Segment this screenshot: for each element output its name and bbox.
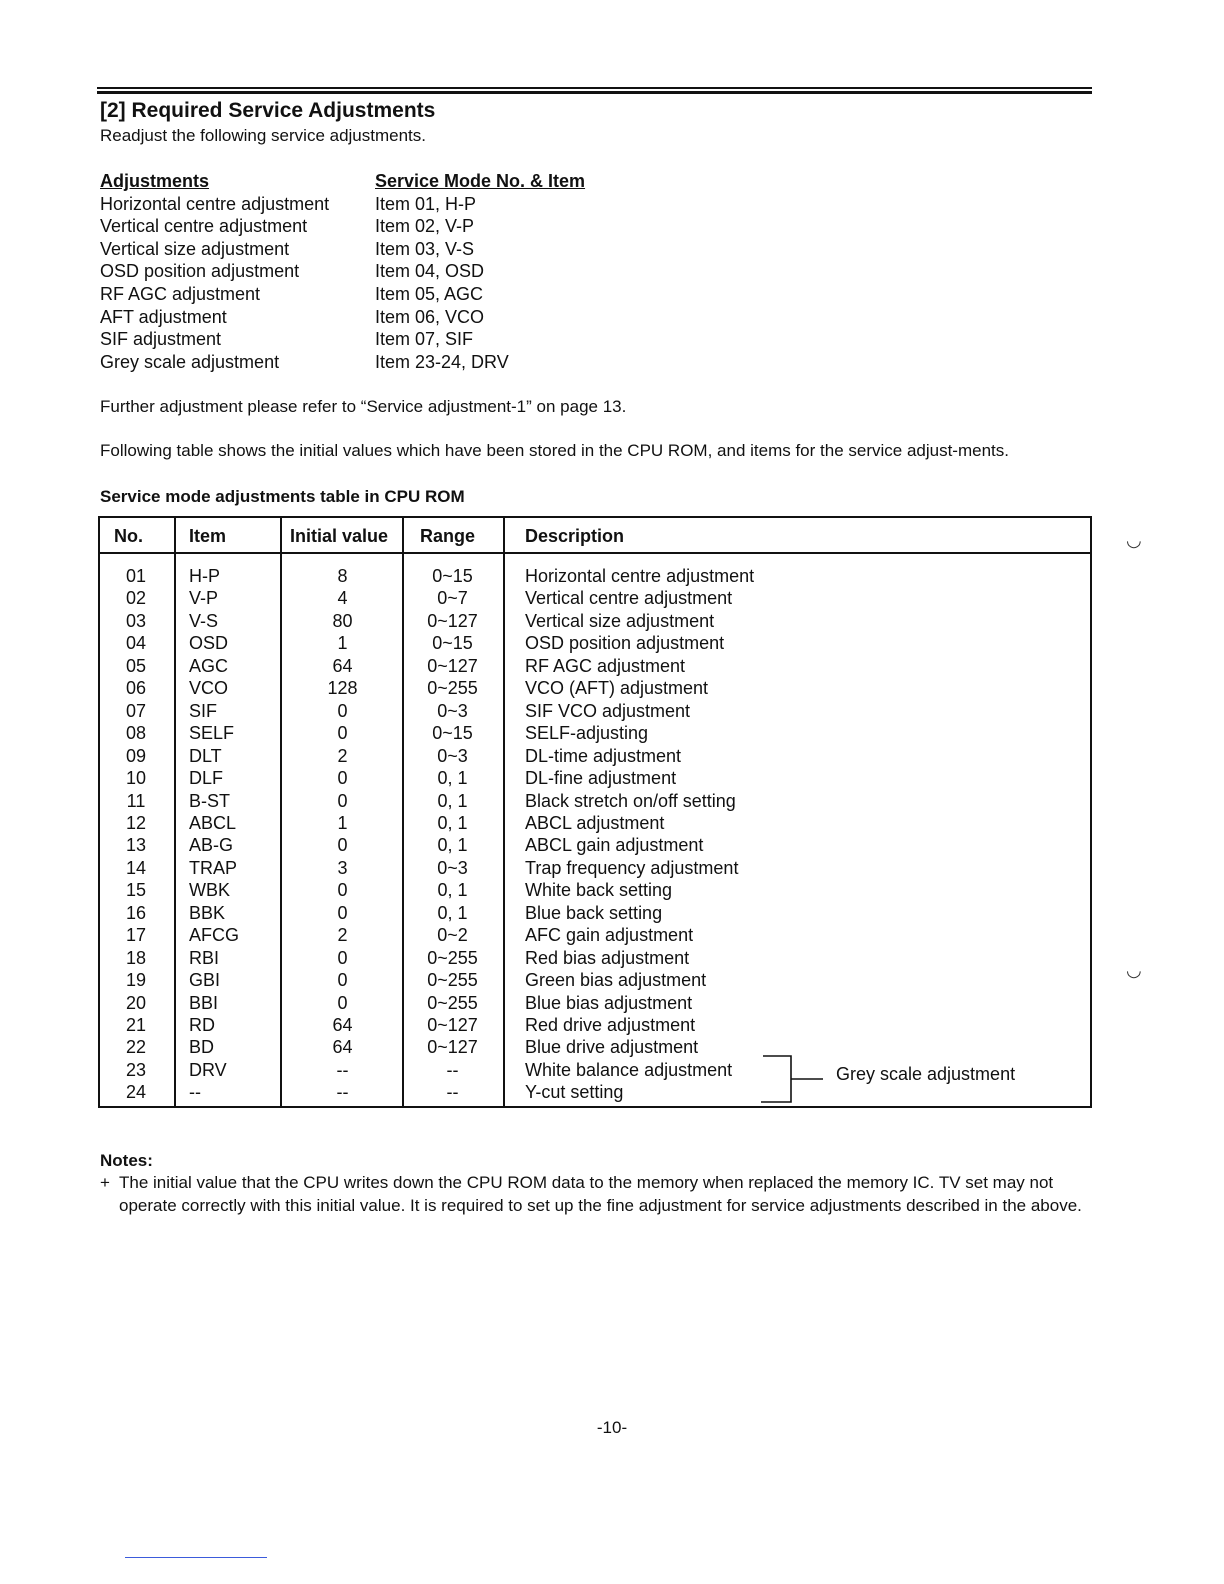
- cell-range: 0, 1: [437, 768, 468, 789]
- cell-range: 0, 1: [437, 880, 468, 901]
- cell-no: 04: [125, 633, 147, 654]
- cell-item: RBI: [189, 947, 220, 968]
- cell-initial: 0: [337, 768, 348, 789]
- cell-item: SIF: [189, 700, 218, 721]
- cell-description: Blue bias adjustment: [525, 992, 693, 1013]
- cell-range: 0, 1: [437, 835, 468, 856]
- cell-range: 0~3: [437, 857, 468, 878]
- cell-initial: 4: [337, 588, 348, 609]
- cell-no: 14: [125, 857, 147, 878]
- cell-no: 15: [125, 880, 147, 901]
- cell-description: Blue back setting: [525, 902, 663, 923]
- cell-no: 12: [125, 812, 147, 833]
- cell-item: ABCL: [189, 812, 237, 833]
- header-description: Description: [525, 526, 625, 546]
- cell-no: 09: [125, 745, 147, 766]
- cell-range: 0, 1: [437, 812, 468, 833]
- service-mode-header: Service Mode No. & Item: [375, 171, 586, 191]
- cell-initial: 0: [337, 992, 348, 1013]
- cell-no: 19: [125, 970, 147, 991]
- header-range: Range: [420, 526, 476, 546]
- cell-no: 01: [125, 566, 147, 586]
- cell-no: 08: [125, 723, 147, 744]
- cell-item: AFCG: [189, 925, 240, 946]
- cell-range: 0~15: [432, 633, 473, 654]
- cell-initial: 0: [337, 902, 348, 923]
- cell-description: OSD position adjustment: [525, 633, 725, 654]
- cell-no: 21: [125, 1015, 147, 1035]
- cell-range: 0~255: [427, 970, 478, 991]
- cell-no: 06: [125, 678, 147, 699]
- cell-item: RD: [189, 1015, 215, 1035]
- cell-description: RF AGC adjustment: [525, 655, 686, 676]
- cell-range: 0~127: [427, 655, 478, 676]
- cell-no: 10: [125, 768, 147, 789]
- cell-description: Y-cut setting: [525, 1082, 624, 1103]
- table-title: Service mode adjustments table in CPU ROM: [100, 487, 465, 506]
- cell-initial: 0: [337, 790, 348, 811]
- cell-no: 23: [125, 1059, 147, 1080]
- cell-initial: 0: [337, 947, 348, 968]
- column-divider: [174, 518, 176, 1106]
- cell-range: 0~3: [437, 700, 468, 721]
- cell-range: 0~3: [437, 745, 468, 766]
- cell-item: SELF: [189, 723, 235, 744]
- cell-no: 16: [125, 902, 147, 923]
- header-divider: [100, 552, 1090, 554]
- cell-range: 0~255: [427, 992, 478, 1013]
- cell-no: 17: [125, 925, 147, 946]
- cell-description: DL-time adjustment: [525, 745, 682, 766]
- cell-item: BD: [189, 1037, 215, 1058]
- adjustment-name: Grey scale adjustment: [100, 351, 280, 372]
- header-item: Item: [189, 526, 227, 546]
- top-rule: [97, 87, 1092, 89]
- adjustment-item: Item 06, VCO: [375, 306, 485, 327]
- service-mode-column: [375, 170, 585, 373]
- following-paragraph: Following table shows the initial values which have been stored in the CPU ROM, and items for the service adjust-ments.: [100, 441, 1009, 460]
- adjustment-name: SIF adjustment: [100, 329, 222, 350]
- cell-initial: 0: [337, 835, 348, 856]
- scan-mark: ◡: [1126, 960, 1142, 980]
- cell-description: ABCL gain adjustment: [525, 835, 704, 856]
- grey-scale-bracket-icon: [755, 1038, 825, 1106]
- cell-description: SIF VCO adjustment: [525, 700, 691, 721]
- adjustment-item: Item 01, H-P: [375, 193, 477, 214]
- cell-no: 11: [126, 790, 146, 811]
- section-intro: Readjust the following service adjustments.: [100, 126, 426, 145]
- cell-item: TRAP: [189, 857, 238, 878]
- scan-artifact-line: [125, 1557, 267, 1558]
- cell-initial: 0: [337, 700, 348, 721]
- cell-item: VCO: [189, 678, 229, 699]
- adjustment-item: Item 04, OSD: [375, 261, 485, 282]
- cell-initial: 1: [337, 633, 348, 654]
- cell-range: 0~255: [427, 947, 478, 968]
- cell-range: --: [446, 1082, 459, 1103]
- cell-description: ABCL adjustment: [525, 812, 665, 833]
- cell-no: 22: [125, 1037, 147, 1058]
- cell-description: Black stretch on/off setting: [525, 790, 736, 811]
- adjustment-item: Item 02, V-P: [375, 216, 475, 237]
- cell-initial: 2: [337, 925, 348, 946]
- cell-item: BBI: [189, 992, 219, 1013]
- cell-no: 20: [125, 992, 147, 1013]
- cell-description: Green bias adjustment: [525, 970, 707, 991]
- cell-item: BBK: [189, 902, 226, 923]
- cell-item: H-P: [189, 566, 220, 586]
- cell-description: VCO (AFT) adjustment: [525, 678, 709, 699]
- cell-initial: 128: [327, 678, 358, 699]
- cell-description: Vertical size adjustment: [525, 610, 715, 631]
- cell-range: 0~15: [432, 723, 473, 744]
- cell-description: White back setting: [525, 880, 673, 901]
- header-no: No.: [114, 526, 143, 546]
- adjustment-item: Item 05, AGC: [375, 283, 484, 304]
- adjustment-item: Item 07, SIF: [375, 329, 474, 350]
- cell-initial: 64: [332, 655, 353, 676]
- adjustment-name: Vertical centre adjustment: [100, 216, 308, 237]
- cell-range: 0~2: [437, 925, 468, 946]
- cell-initial: 8: [337, 566, 348, 586]
- cell-description: Trap frequency adjustment: [525, 857, 739, 878]
- cell-item: --: [189, 1082, 201, 1103]
- adjustment-item: Item 23-24, DRV: [375, 351, 509, 372]
- cell-no: 05: [125, 655, 147, 676]
- cell-range: 0~127: [427, 1037, 478, 1058]
- adjustments-column: [100, 170, 329, 373]
- cell-no: 18: [125, 947, 147, 968]
- cell-range: 0, 1: [437, 790, 468, 811]
- page-number: -10-: [596, 1418, 628, 1437]
- cell-description: Red drive adjustment: [525, 1015, 696, 1035]
- cell-range: 0, 1: [437, 902, 468, 923]
- cell-range: --: [446, 1059, 459, 1080]
- column-divider: [402, 518, 404, 1106]
- column-divider: [280, 518, 282, 1106]
- cell-item: DLF: [189, 768, 224, 789]
- adjustment-name: OSD position adjustment: [100, 261, 300, 282]
- note-text: The initial value that the CPU writes down the CPU ROM data to the memory when replaced the memory IC. TV set may not operate correctly with this initial value. It is required to set up the fine adjustment for service adjustments described in the above.: [119, 1173, 1082, 1215]
- cell-description: White balance adjustment: [525, 1059, 733, 1080]
- note-item: [100, 1171, 1090, 1217]
- cell-description: Vertical centre adjustment: [525, 588, 733, 609]
- note-bullet: +: [100, 1173, 110, 1192]
- cell-item: V-S: [189, 610, 219, 631]
- cell-item: OSD: [189, 633, 229, 654]
- cell-item: V-P: [189, 588, 219, 609]
- top-rule-thick: [97, 91, 1092, 94]
- cell-range: 0~127: [427, 610, 478, 631]
- cell-initial: 0: [337, 723, 348, 744]
- cell-initial: 80: [332, 610, 353, 631]
- cell-no: 02: [125, 588, 147, 609]
- cell-no: 03: [125, 610, 147, 631]
- cell-description: Red bias adjustment: [525, 947, 690, 968]
- adjustment-name: AFT adjustment: [100, 306, 227, 327]
- adjustments-header: Adjustments: [100, 171, 210, 191]
- cell-initial: 2: [337, 745, 348, 766]
- cell-range: 0~255: [427, 678, 478, 699]
- scan-mark: ◡: [1126, 530, 1142, 550]
- cell-range: 0~127: [427, 1015, 478, 1035]
- cell-initial: 0: [337, 970, 348, 991]
- adjustment-name: RF AGC adjustment: [100, 283, 261, 304]
- cell-no: 07: [125, 700, 147, 721]
- cell-initial: 64: [332, 1015, 353, 1035]
- cell-description: Horizontal centre adjustment: [525, 566, 755, 586]
- cell-item: DLT: [189, 745, 222, 766]
- cell-initial: --: [336, 1082, 349, 1103]
- cell-initial: 64: [332, 1037, 353, 1058]
- service-mode-table: [98, 516, 1092, 1108]
- section-heading: [2] Required Service Adjustments: [100, 99, 436, 122]
- cell-description: Blue drive adjustment: [525, 1037, 699, 1058]
- adjustment-item: Item 03, V-S: [375, 238, 475, 259]
- cell-item: AGC: [189, 655, 229, 676]
- cell-item: DRV: [189, 1059, 227, 1080]
- grey-scale-bracket-label: Grey scale adjustment: [836, 1064, 1016, 1084]
- notes-title: Notes:: [100, 1151, 153, 1170]
- cell-initial: --: [336, 1059, 349, 1080]
- cell-no: 13: [125, 835, 147, 856]
- cell-description: SELF-adjusting: [525, 723, 649, 744]
- cell-range: 0~15: [432, 566, 473, 586]
- column-divider: [503, 518, 505, 1106]
- cell-description: DL-fine adjustment: [525, 768, 677, 789]
- cell-description: AFC gain adjustment: [525, 925, 694, 946]
- cell-initial: 1: [337, 812, 348, 833]
- cell-range: 0~7: [437, 588, 468, 609]
- header-initial-value: Initial value: [290, 526, 389, 546]
- cell-initial: 0: [337, 880, 348, 901]
- adjustment-name: Horizontal centre adjustment: [100, 193, 330, 214]
- adjustment-name: Vertical size adjustment: [100, 238, 290, 259]
- cell-item: WBK: [189, 880, 231, 901]
- further-paragraph: Further adjustment please refer to “Service adjustment-1” on page 13.: [100, 397, 627, 416]
- cell-item: B-ST: [189, 790, 231, 811]
- cell-initial: 3: [337, 857, 348, 878]
- cell-item: GBI: [189, 970, 221, 991]
- cell-item: AB-G: [189, 835, 234, 856]
- cell-no: 24: [125, 1082, 147, 1103]
